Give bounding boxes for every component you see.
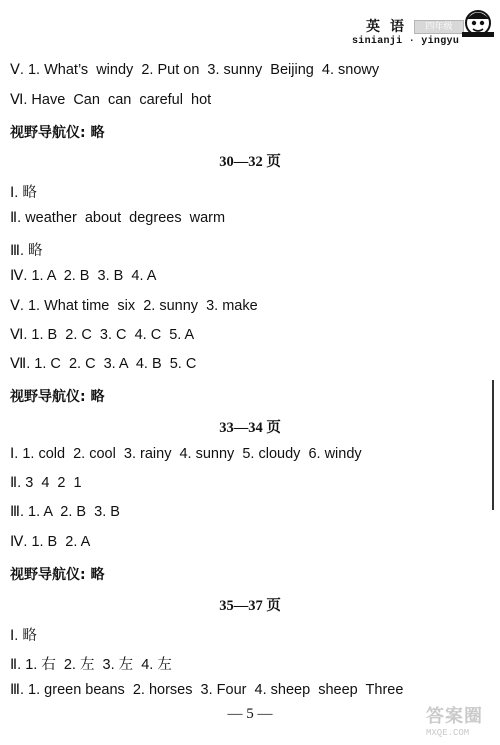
page-unit: 页	[266, 420, 281, 436]
nav-note: 视野导航仪: 略	[10, 389, 105, 405]
page-number: — 5 —	[227, 706, 273, 722]
answer-line: Ⅳ. 1. A 2. B 3. B 4. A	[10, 268, 157, 284]
subject-pinyin: sinianji · yingyu	[352, 36, 460, 47]
watermark-text: 答案圈	[426, 706, 483, 727]
page-range: 33—34	[219, 420, 263, 436]
answer-line: Ⅱ. weather about degrees warm	[10, 210, 226, 226]
edge-mark	[492, 380, 494, 510]
answer-line: Ⅶ. 1. C 2. C 3. A 4. B 5. C	[10, 356, 197, 372]
answer-line: Ⅲ. 略	[10, 243, 43, 259]
answer-line: Ⅱ. 1. 右 2. 左 3. 左 4. 左	[10, 657, 172, 673]
watermark	[424, 702, 496, 742]
answer-line: Ⅵ. Have Can can careful hot	[10, 92, 212, 108]
answer-line: Ⅴ. 1. What time six 2. sunny 3. make	[10, 298, 258, 314]
mascot-icon	[460, 4, 496, 38]
watermark-url: MXQE.COM	[426, 728, 470, 738]
grade-badge: 四年级	[414, 20, 464, 34]
answer-line: Ⅵ. 1. B 2. C 3. C 4. C 5. A	[10, 327, 195, 343]
answer-line: Ⅰ. 1. cold 2. cool 3. rainy 4. sunny 5. cloudy 6. windy	[10, 446, 362, 462]
section-heading	[0, 150, 500, 171]
answer-line: Ⅱ. 3 4 2 1	[10, 475, 82, 491]
nav-note: 视野导航仪: 略	[10, 567, 105, 583]
page-header	[350, 4, 500, 48]
subject-title: 英语	[366, 19, 414, 35]
answer-line: Ⅲ. 1. A 2. B 3. B	[10, 504, 120, 520]
nav-note: 视野导航仪: 略	[10, 125, 105, 141]
page-unit: 页	[266, 598, 281, 614]
section-heading	[0, 416, 500, 437]
answer-line: Ⅲ. 1. green beans 2. horses 3. Four 4. sheep sheep Three	[10, 682, 404, 698]
page-range: 30—32	[219, 154, 263, 170]
answer-line: Ⅰ. 略	[10, 185, 37, 201]
page-unit: 页	[266, 154, 281, 170]
answer-line: Ⅴ. 1. What’s windy 2. Put on 3. sunny Beijing 4. snowy	[10, 62, 380, 78]
section-heading	[0, 594, 500, 615]
answer-line: Ⅳ. 1. B 2. A	[10, 534, 91, 550]
page-range: 35—37	[219, 598, 263, 614]
answer-line: Ⅰ. 略	[10, 628, 37, 644]
